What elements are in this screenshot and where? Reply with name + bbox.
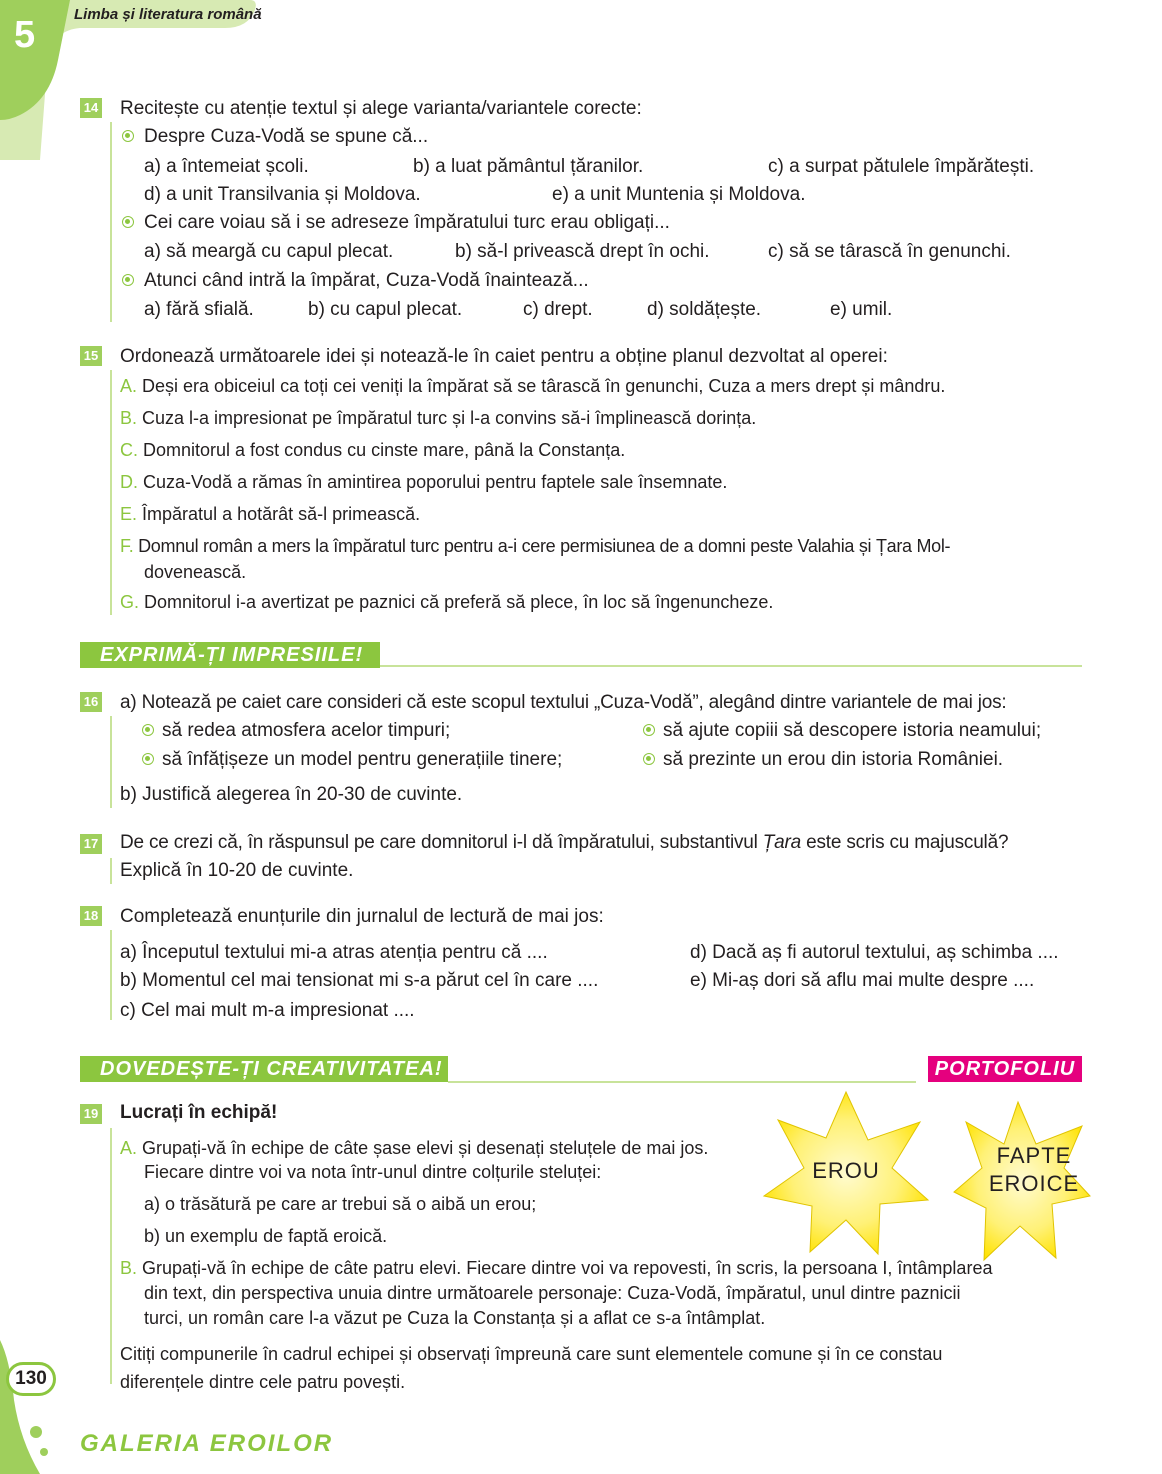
question-number-15: 15	[80, 346, 102, 366]
answer-option: b) cu capul plecat.	[308, 299, 463, 320]
answer-option: să ajute copiii să descopere istoria neamului;	[663, 720, 1042, 741]
star-label-hero: EROU	[812, 1158, 880, 1183]
bullet-icon	[142, 753, 154, 765]
bullet-icon	[643, 753, 655, 765]
subject-title: Limba și literatura română	[74, 6, 262, 23]
question-stem: Despre Cuza-Vodă se spune că...	[144, 126, 429, 147]
journal-item: a) Începutul textului mi-a atras atenția pentru că ....	[120, 942, 548, 963]
answer-option: a) fără sfială.	[144, 299, 254, 320]
answer-option: c) să se târască în genunchi.	[768, 241, 1011, 262]
question-rule	[110, 370, 112, 615]
idea-text: Domnitorul a fost condus cu cinste mare, până la Constanța.	[143, 440, 626, 460]
idea-letter: C.	[120, 440, 138, 460]
idea-item-e	[120, 500, 420, 529]
bullet-icon	[122, 130, 134, 142]
answer-option: să prezinte un erou din istoria României.	[663, 749, 1004, 770]
section-divider	[448, 1081, 916, 1083]
task-a-line2: Fiecare dintre voi va nota într-unul dintre colțurile steluței:	[144, 1162, 602, 1182]
answer-option: să înfățișeze un model pentru generațiile tinere;	[162, 749, 563, 770]
question-rule	[110, 716, 112, 808]
page-number: 130	[6, 1362, 56, 1396]
section-divider	[380, 665, 1082, 667]
task-c-line1: Citiți compunerile în cadrul echipei și observați împreună care sunt elementele comune și în ce constau	[120, 1344, 943, 1364]
bullet-icon	[122, 274, 134, 286]
idea-letter: E.	[120, 504, 138, 524]
answer-option: a) să meargă cu capul plecat.	[144, 241, 394, 262]
star-label-heroic-deeds: FAPTE EROICE	[988, 1143, 1080, 1196]
idea-item-g	[120, 588, 773, 617]
section-heading-creativity: DOVEDEȘTE-ȚI CREATIVITATEA!	[80, 1056, 448, 1082]
idea-letter: G.	[120, 592, 140, 612]
task-letter: A.	[120, 1138, 138, 1158]
question-prompt: Completează enunțurile din jurnalul de lectură de mai jos:	[120, 906, 604, 927]
task-b-line1: B. Grupați-vă în echipe de câte patru elevi. Fiecare dintre voi va repovesti, în scris, la persoana I, întâmplarea	[120, 1258, 993, 1278]
answer-option: e) a unit Muntenia și Moldova.	[552, 184, 806, 205]
idea-text: Domnul român a mers la împăratul turc pentru a-i cere permisiunea de a domni peste Valahia și Țara Mol-	[138, 536, 951, 556]
answer-option: d) a unit Transilvania și Moldova.	[144, 184, 421, 205]
task-title: Lucrați în echipă!	[120, 1102, 278, 1123]
idea-letter: B.	[120, 408, 138, 428]
idea-letter: F.	[120, 536, 134, 556]
emphasized-word: Țara	[762, 832, 802, 853]
task-letter: B.	[120, 1258, 138, 1278]
idea-text: Cuza l-a impresionat pe împăratul turc și l-a convins să-i împlinească dorința.	[142, 408, 757, 428]
task-b-line3: turci, un român care l-a văzut pe Cuza la Constanța și a aflat ce s-a întâmplat.	[144, 1308, 766, 1328]
answer-option: c) a surpat pătulele împărătești.	[768, 156, 1035, 177]
portfolio-badge: PORTOFOLIU	[928, 1056, 1082, 1082]
question-prompt-line2: Explică în 10-20 de cuvinte.	[120, 860, 354, 881]
idea-item-c	[120, 436, 625, 465]
idea-item-f	[120, 532, 950, 561]
idea-item-a	[120, 372, 945, 401]
bullet-icon	[643, 724, 655, 736]
question-stem: Atunci când intră la împărat, Cuza-Vodă înaintează...	[144, 270, 589, 291]
question-rule	[110, 930, 112, 1020]
question-number-16: 16	[80, 692, 102, 712]
question-number-14: 14	[80, 98, 102, 118]
question-stem: Cei care voiau să i se adreseze împăratului turc erau obligați...	[144, 212, 670, 233]
question-prompt: a) Notează pe caiet care consideri că este scopul textului „Cuza-Vodă”, alegând dintre variantele de mai jos:	[120, 692, 1007, 713]
bullet-icon	[142, 724, 154, 736]
journal-item: c) Cel mai mult m-a impresionat ....	[120, 1000, 415, 1021]
idea-item-b	[120, 404, 756, 433]
question-part-b: b) Justifică alegerea în 20-30 de cuvinte.	[120, 784, 463, 805]
question-prompt: Ordonează următoarele idei și notează-le în caiet pentru a obține planul dezvoltat al operei:	[120, 346, 888, 367]
chapter-number: 5	[14, 14, 36, 56]
answer-option: a) a întemeiat școli.	[144, 156, 309, 177]
answer-option: e) umil.	[830, 299, 893, 320]
question-number-19: 19	[80, 1104, 102, 1124]
task-a-option: a) o trăsătură pe care ar trebui să o aibă un erou;	[144, 1194, 537, 1214]
series-title: GALERIA EROILOR	[80, 1430, 334, 1457]
question-rule	[110, 1128, 112, 1384]
answer-option: b) să-l privească drept în ochi.	[455, 241, 710, 262]
task-c-line2: diferențele dintre cele patru povești.	[120, 1372, 406, 1392]
idea-text: Domnitorul i-a avertizat pe paznici că preferă să plece, în loc să îngenuncheze.	[144, 592, 774, 612]
question-number-18: 18	[80, 906, 102, 926]
question-prompt: De ce crezi că, în răspunsul pe care domnitorul i-l dă împăratului, substantivul Țara este scris cu majusculă?	[120, 832, 1009, 853]
journal-item: d) Dacă aș fi autorul textului, aș schimba ....	[690, 942, 1059, 963]
journal-item: e) Mi-aș dori să aflu mai multe despre ....	[690, 970, 1035, 991]
question-rule	[110, 858, 112, 884]
section-heading-impressions: EXPRIMĂ-ȚI IMPRESIILE!	[80, 642, 380, 668]
answer-option: să redea atmosfera acelor timpuri;	[162, 720, 451, 741]
answer-option: d) soldățește.	[647, 299, 762, 320]
question-prompt: Recitește cu atenție textul și alege varianta/variantele corecte:	[120, 98, 642, 119]
answer-option: c) drept.	[523, 299, 593, 320]
idea-letter: A.	[120, 376, 138, 396]
idea-text: Deși era obiceiul ca toți cei veniți la împărat să se târască în genunchi, Cuza a mers drept și mândru.	[142, 376, 946, 396]
question-number-17: 17	[80, 834, 102, 854]
answer-option: b) a luat pământul țăranilor.	[413, 156, 644, 177]
task-b-line2: din text, din perspectiva unuia dintre următoarele personaje: Cuza-Vodă, împăratul, unul dintre paznicii	[144, 1283, 961, 1303]
task-a-option: b) un exemplu de faptă eroică.	[144, 1226, 388, 1246]
idea-text: Cuza-Vodă a rămas în amintirea poporului pentru faptele sale însemnate.	[143, 472, 728, 492]
idea-text-continued: dovenească.	[144, 562, 247, 582]
idea-item-d	[120, 468, 727, 497]
task-a-line1: A. Grupați-vă în echipe de câte șase elevi și desenați steluțele de mai jos.	[120, 1138, 709, 1158]
footer-decoration	[0, 1340, 60, 1474]
idea-text: Împăratul a hotărât să-l primească.	[142, 504, 421, 524]
bullet-icon	[122, 216, 134, 228]
idea-letter: D.	[120, 472, 138, 492]
journal-item: b) Momentul cel mai tensionat mi s-a părut cel în care ....	[120, 970, 599, 991]
question-rule	[110, 122, 112, 322]
